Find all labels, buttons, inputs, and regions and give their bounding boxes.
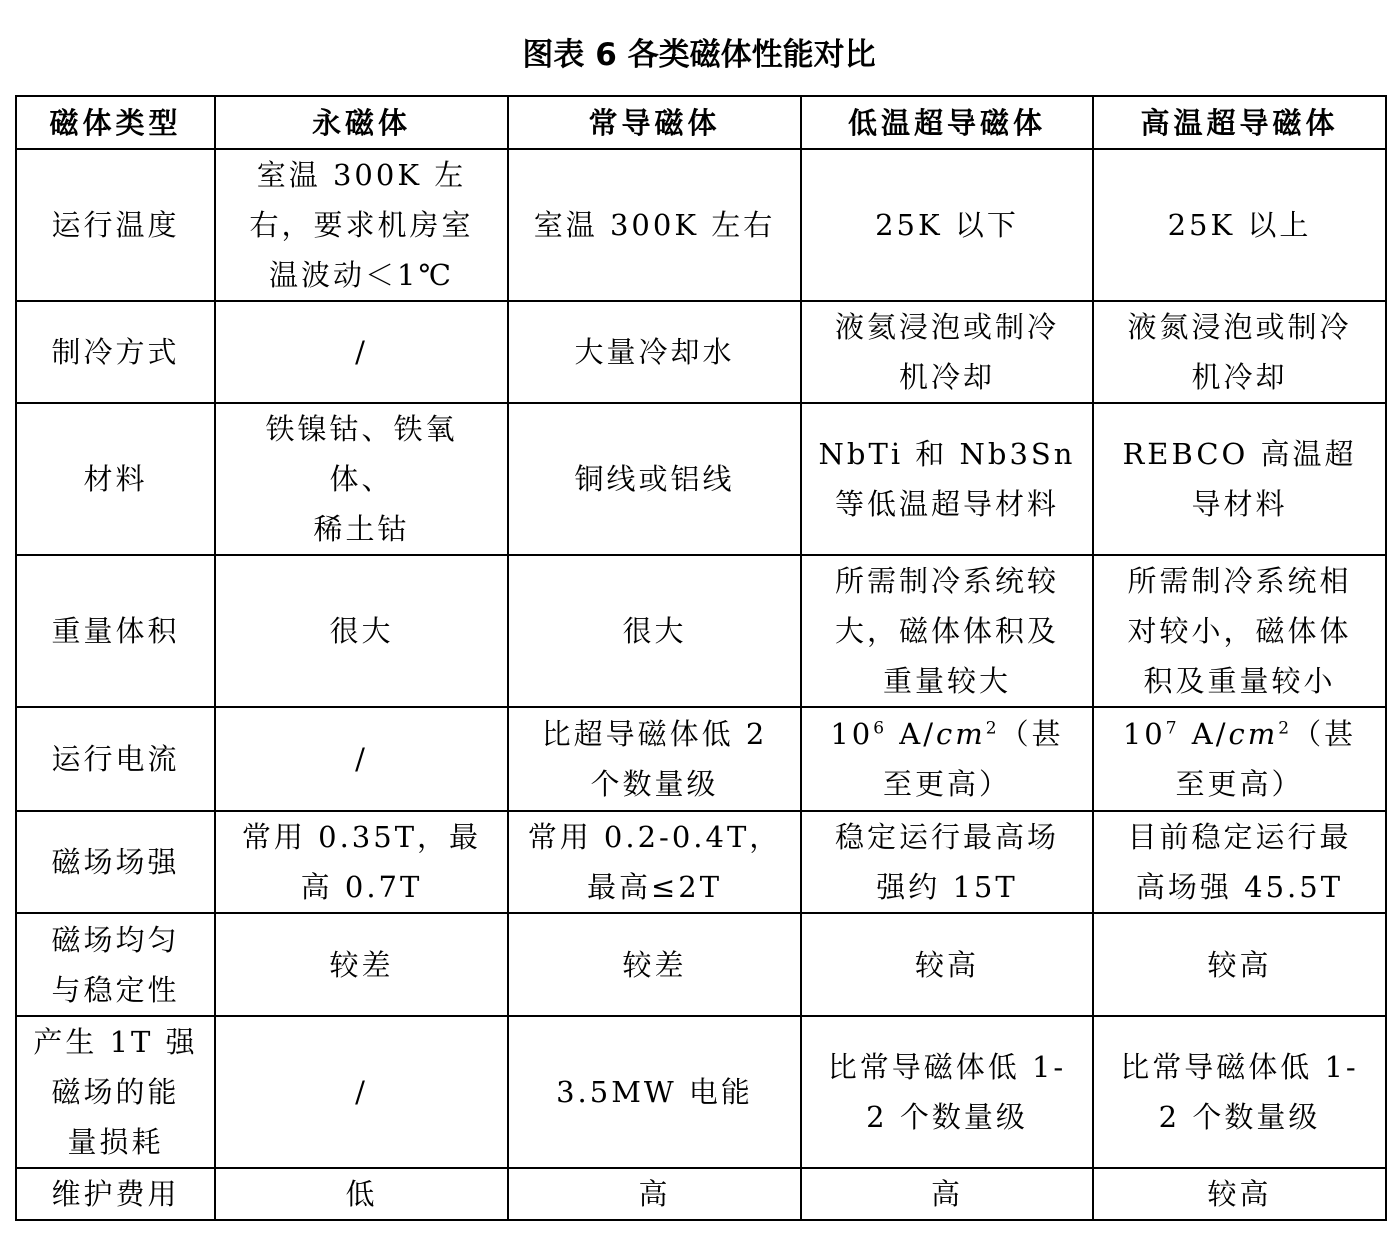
table-cell — [801, 149, 1093, 301]
table-row — [16, 403, 1386, 555]
table-cell — [215, 913, 508, 1016]
cell-line: 稳定运行最高场 — [834, 820, 1059, 854]
table-cell — [1093, 1168, 1386, 1220]
table-row — [16, 913, 1386, 1016]
row-label-line: 运行温度 — [51, 208, 180, 242]
table-cell — [508, 1168, 801, 1220]
column-header: 低温超导磁体 — [801, 96, 1093, 149]
row-label-line: 与稳定性 — [51, 972, 180, 1007]
table-cell — [215, 1168, 508, 1220]
cell-line: 右，要求机房室 — [249, 208, 474, 242]
cell-line: 积及重量较小 — [1143, 664, 1336, 698]
table-cell — [801, 707, 1093, 811]
cell-line: 很大 — [622, 614, 687, 648]
row-label-line: 材料 — [83, 462, 148, 496]
cell-line: 铜线或铝线 — [574, 462, 735, 496]
table-cell — [215, 707, 508, 811]
cell-line: / — [355, 1075, 368, 1109]
cell-line: 机冷却 — [1191, 360, 1288, 394]
cell-line: NbTi 和 Nb3Sn — [818, 437, 1076, 471]
row-label-line: 磁场的能 — [51, 1075, 180, 1109]
cell-line: 高 — [930, 1177, 963, 1211]
table-cell — [1093, 149, 1386, 301]
cell-line: 室温 300K 左 — [256, 158, 467, 192]
table-cell — [508, 403, 801, 555]
cell-line: 温波动＜1℃ — [269, 258, 454, 292]
cell-line: 25K 以下 — [875, 208, 1019, 242]
row-label — [16, 1016, 215, 1168]
table-row — [16, 811, 1386, 913]
cell-line: 较差 — [329, 947, 394, 982]
cell-line: 对较小，磁体体 — [1127, 614, 1352, 648]
table-cell — [508, 555, 801, 707]
table-row — [16, 1168, 1386, 1220]
table-cell — [508, 707, 801, 811]
cell-line: 铁镍钴、铁氧 — [265, 412, 458, 446]
cell-line: 至更高） — [882, 767, 1011, 801]
cell-line: 常用 0.2-0.4T， — [527, 820, 782, 854]
row-label — [16, 707, 215, 811]
cell-line: 常用 0.35T，最 — [241, 820, 482, 854]
table-cell — [1093, 555, 1386, 707]
table-cell — [215, 811, 508, 913]
cell-line: REBCO 高温超 — [1122, 437, 1357, 471]
cell-line: 重量较大 — [882, 664, 1011, 698]
column-header: 高温超导磁体 — [1093, 96, 1386, 149]
cell-line: 个数量级 — [590, 767, 719, 801]
table-cell — [801, 403, 1093, 555]
row-label — [16, 555, 215, 707]
table-cell — [801, 811, 1093, 913]
table-cell — [801, 1168, 1093, 1220]
column-header: 常导磁体 — [508, 96, 801, 149]
row-label — [16, 811, 215, 913]
cell-line: / — [355, 742, 368, 776]
row-label — [16, 1168, 215, 1220]
row-label-line: 运行电流 — [51, 742, 180, 776]
cell-line: 稀土钴 — [313, 512, 410, 546]
cell-line: 较高 — [1207, 947, 1272, 982]
table-cell — [801, 1016, 1093, 1168]
cell-line: 高 — [638, 1177, 671, 1211]
table-cell — [1093, 913, 1386, 1016]
cell-line: 至更高） — [1175, 767, 1304, 801]
table-cell — [508, 913, 801, 1016]
table-cell — [1093, 403, 1386, 555]
row-label-line: 产生 1T 强 — [33, 1025, 198, 1059]
table-row — [16, 301, 1386, 403]
cell-line: 较高 — [1207, 1177, 1272, 1211]
table-cell — [1093, 811, 1386, 913]
cell-line: 所需制冷系统相 — [1127, 564, 1352, 598]
cell-line: 大量冷却水 — [574, 335, 735, 369]
cell-line: 目前稳定运行最 — [1127, 820, 1352, 854]
cell-line: 比超导磁体低 2 — [541, 717, 768, 751]
table-cell — [508, 1016, 801, 1168]
table-cell — [801, 913, 1093, 1016]
cell-line: 25K 以上 — [1167, 208, 1312, 242]
cell-line: 大，磁体体积及 — [834, 614, 1059, 648]
cell-line: / — [355, 335, 368, 369]
cell-line: 2 个数量级 — [866, 1100, 1028, 1134]
cell-line: 所需制冷系统较 — [834, 564, 1059, 598]
table-cell — [215, 403, 508, 555]
table-cell — [801, 555, 1093, 707]
cell-line: 高 0.7T — [300, 870, 423, 904]
row-label-line: 磁场场强 — [51, 845, 180, 879]
cell-line: 室温 300K 左右 — [533, 208, 776, 242]
table-cell — [1093, 1016, 1386, 1168]
cell-line: 液氦浸泡或制冷 — [834, 310, 1059, 344]
cell-line: 强约 15T — [876, 870, 1018, 904]
cell-line: 最高≤2T — [586, 870, 723, 904]
row-label-line: 量损耗 — [67, 1125, 164, 1159]
row-label-line: 磁场均匀 — [51, 922, 180, 957]
table-cell — [801, 301, 1093, 403]
table-cell — [508, 301, 801, 403]
cell-line: 机冷却 — [898, 360, 995, 394]
row-label — [16, 149, 215, 301]
cell-line: 体、 — [329, 462, 394, 496]
cell-line: 等低温超导材料 — [834, 487, 1059, 521]
table-cell — [508, 811, 801, 913]
table-title: 图表 6 各类磁体性能对比 — [522, 37, 876, 73]
cell-line: 低 — [345, 1177, 378, 1211]
column-header: 永磁体 — [215, 96, 508, 149]
table-cell — [215, 1016, 508, 1168]
cell-line: 较差 — [622, 947, 687, 982]
table-row — [16, 1016, 1386, 1168]
table-cell — [1093, 301, 1386, 403]
table-row — [16, 707, 1386, 811]
table-cell — [1093, 707, 1386, 811]
cell-line: 3.5MW 电能 — [556, 1075, 753, 1109]
table-row — [16, 149, 1386, 301]
table-row — [16, 555, 1386, 707]
cell-line: $10^6$ $A/cm^2$（甚 — [830, 717, 1064, 751]
row-label — [16, 913, 215, 1016]
row-label-line: 维护费用 — [51, 1177, 180, 1211]
cell-line: 比常导磁体低 1- — [827, 1050, 1067, 1084]
comparison-table — [15, 95, 1387, 1221]
column-header: 磁体类型 — [16, 96, 215, 149]
cell-line: 液氮浸泡或制冷 — [1127, 310, 1352, 344]
row-label-line: 重量体积 — [51, 614, 180, 648]
header-row — [16, 96, 1386, 149]
cell-line: 导材料 — [1191, 487, 1288, 521]
table-cell — [215, 149, 508, 301]
row-label-line: 制冷方式 — [51, 335, 180, 369]
row-label — [16, 403, 215, 555]
table-cell — [215, 301, 508, 403]
table-cell — [215, 555, 508, 707]
table-cell — [508, 149, 801, 301]
cell-line: $10^7$ $A/cm^2$（甚 — [1122, 717, 1357, 751]
cell-line: 高场强 45.5T — [1135, 870, 1344, 904]
cell-line: 较高 — [914, 947, 979, 982]
cell-line: 很大 — [329, 614, 394, 648]
cell-line: 比常导磁体低 1- — [1120, 1050, 1359, 1084]
row-label — [16, 301, 215, 403]
cell-line: 2 个数量级 — [1158, 1100, 1321, 1134]
